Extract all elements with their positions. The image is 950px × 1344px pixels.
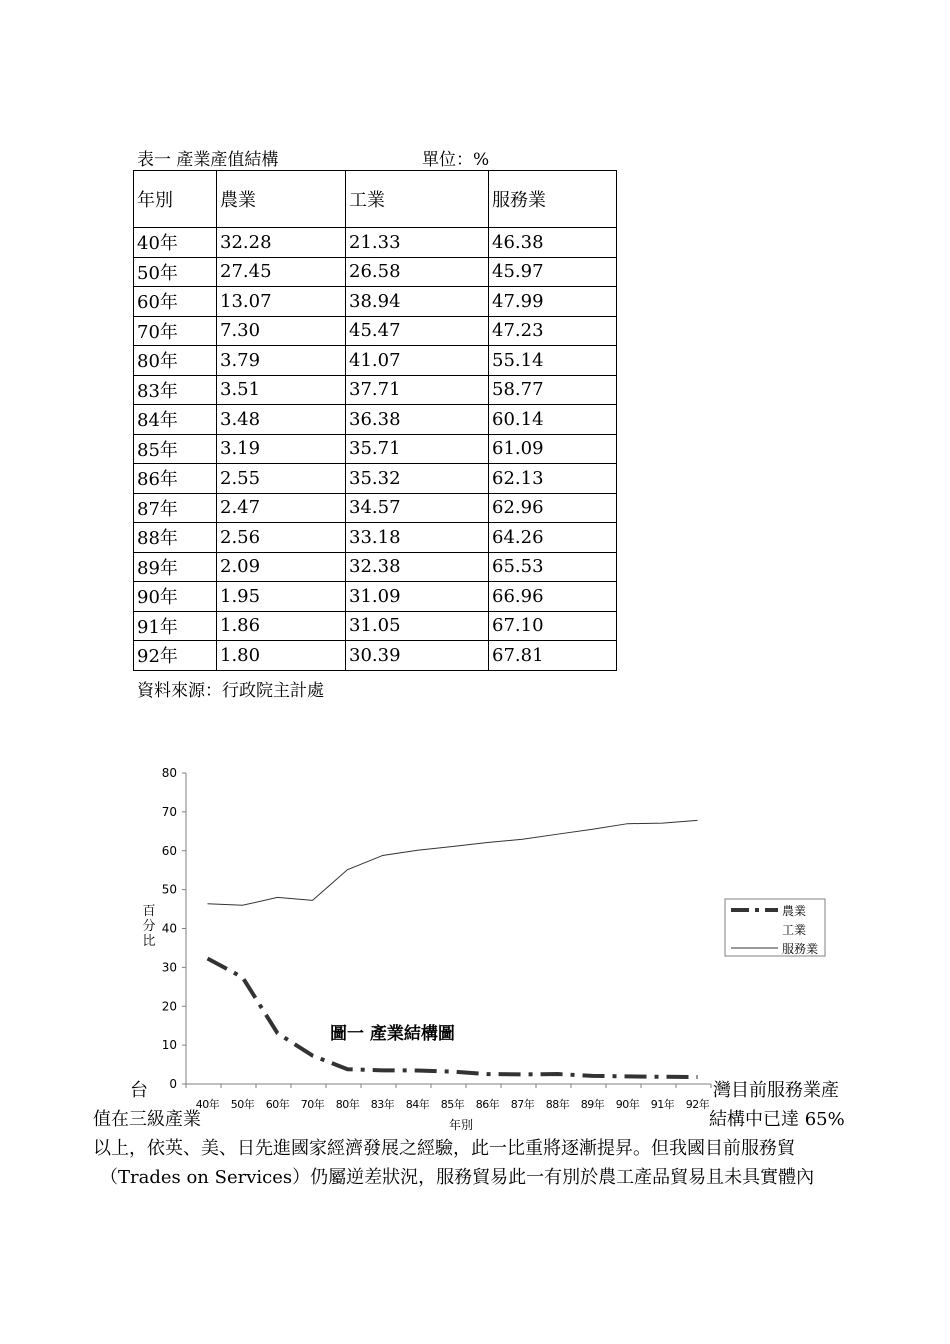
table-row — [134, 464, 617, 494]
table-cell: 84年 — [134, 405, 217, 435]
table-cell: 64.26 — [489, 523, 617, 553]
table-row — [134, 523, 617, 553]
table-cell: 45.97 — [489, 257, 617, 287]
table-header-row — [134, 171, 617, 228]
table-row — [134, 375, 617, 405]
x-tick-label: 90年 — [615, 1098, 640, 1111]
table-cell: 50年 — [134, 257, 217, 287]
x-tick-label: 89年 — [580, 1098, 605, 1111]
x-tick-label: 40年 — [195, 1098, 220, 1111]
table-cell: 47.23 — [489, 316, 617, 346]
table-cell: 7.30 — [217, 316, 346, 346]
table-cell: 41.07 — [346, 346, 489, 376]
table-cell: 62.96 — [489, 493, 617, 523]
table-cell: 60年 — [134, 287, 217, 317]
body-line1-right: 灣目前服務業產 — [713, 1080, 839, 1101]
table-header-cell: 工業 — [346, 171, 489, 228]
table-cell: 1.95 — [217, 582, 346, 612]
body-line4: （Trades on Services）仍屬逆差狀況，服務貿易此一有別於農工產品貿易且未具實體內 — [100, 1167, 815, 1188]
table-cell: 2.09 — [217, 552, 346, 582]
table-cell: 70年 — [134, 316, 217, 346]
y-axis — [142, 766, 186, 1091]
table-cell: 34.57 — [346, 493, 489, 523]
x-tick-label: 92年 — [685, 1098, 710, 1111]
table-cell: 45.47 — [346, 316, 489, 346]
chart-title: 圖一 產業結構圖 — [330, 1024, 455, 1044]
x-tick-label: 80年 — [335, 1098, 360, 1111]
table-cell: 30.39 — [346, 641, 489, 671]
table-cell: 60.14 — [489, 405, 617, 435]
table-cell: 35.71 — [346, 434, 489, 464]
table-cell: 83年 — [134, 375, 217, 405]
y-tick-label: 30 — [161, 960, 177, 975]
x-tick-label: 83年 — [370, 1098, 395, 1111]
x-tick-label: 70年 — [300, 1098, 325, 1111]
table-cell: 33.18 — [346, 523, 489, 553]
legend-label: 農業 — [782, 904, 807, 918]
table-row — [134, 552, 617, 582]
table-header-cell: 農業 — [217, 171, 346, 228]
table-cell: 2.55 — [217, 464, 346, 494]
table-cell: 1.86 — [217, 611, 346, 641]
table-cell: 87年 — [134, 493, 217, 523]
table-cell: 36.38 — [346, 405, 489, 435]
table-row — [134, 405, 617, 435]
table-row — [134, 257, 617, 287]
table-row — [134, 493, 617, 523]
table-cell: 90年 — [134, 582, 217, 612]
table-row — [134, 316, 617, 346]
table-cell: 58.77 — [489, 375, 617, 405]
table-row — [134, 228, 617, 258]
body-line2-left: 值在三級產業 — [93, 1109, 201, 1130]
table-cell: 32.28 — [217, 228, 346, 258]
table-row — [134, 641, 617, 671]
table-cell: 86年 — [134, 464, 217, 494]
table-cell: 1.80 — [217, 641, 346, 671]
table-cell: 2.56 — [217, 523, 346, 553]
x-tick-label: 87年 — [510, 1098, 535, 1111]
x-tick-label: 50年 — [230, 1098, 255, 1111]
y-tick-label: 80 — [161, 766, 177, 780]
x-axis-label: 年別 — [448, 1118, 474, 1132]
table-cell: 13.07 — [217, 287, 346, 317]
y-tick-label: 20 — [161, 999, 177, 1014]
table-caption: 表一 產業產值結構 — [137, 150, 279, 170]
y-tick-label: 70 — [161, 804, 177, 819]
x-tick-label: 91年 — [650, 1098, 675, 1111]
y-tick-label: 10 — [161, 1038, 177, 1053]
table-row — [134, 611, 617, 641]
table-cell: 31.09 — [346, 582, 489, 612]
table-cell: 92年 — [134, 641, 217, 671]
table-unit: 單位：% — [422, 150, 490, 170]
table-cell: 47.99 — [489, 287, 617, 317]
table-cell: 89年 — [134, 552, 217, 582]
table-cell: 80年 — [134, 346, 217, 376]
table-cell: 35.32 — [346, 464, 489, 494]
table-row — [134, 582, 617, 612]
table-cell: 88年 — [134, 523, 217, 553]
table-cell: 66.96 — [489, 582, 617, 612]
legend-label: 服務業 — [782, 942, 819, 956]
x-tick-label: 88年 — [545, 1098, 570, 1111]
x-tick-label: 84年 — [405, 1098, 430, 1111]
table-cell: 21.33 — [346, 228, 489, 258]
table-cell: 61.09 — [489, 434, 617, 464]
industry-output-table — [133, 170, 617, 671]
table-cell: 37.71 — [346, 375, 489, 405]
table-row — [134, 434, 617, 464]
table-cell: 3.79 — [217, 346, 346, 376]
y-tick-label: 40 — [161, 921, 177, 936]
table-cell: 91年 — [134, 611, 217, 641]
body-line2-right: 結構中已達 65% — [709, 1109, 845, 1130]
y-axis-label: 百分比 — [142, 904, 156, 949]
chart-legend — [725, 899, 825, 956]
body-line3: 以上，依英、美、日先進國家經濟發展之經驗，此一比重將逐漸提昇。但我國目前服務貿 — [93, 1138, 795, 1159]
table-cell: 2.47 — [217, 493, 346, 523]
table-cell: 55.14 — [489, 346, 617, 376]
legend-label: 工業 — [782, 923, 807, 937]
x-tick-label: 60年 — [265, 1098, 290, 1111]
table-cell: 65.53 — [489, 552, 617, 582]
table-cell: 3.48 — [217, 405, 346, 435]
table-cell: 85年 — [134, 434, 217, 464]
table-cell: 3.19 — [217, 434, 346, 464]
table-header-cell: 服務業 — [489, 171, 617, 228]
table-cell: 46.38 — [489, 228, 617, 258]
x-axis — [186, 1084, 711, 1132]
table-cell: 67.10 — [489, 611, 617, 641]
table-cell: 40年 — [134, 228, 217, 258]
y-tick-label: 50 — [161, 882, 177, 897]
table-cell: 31.05 — [346, 611, 489, 641]
table-cell: 67.81 — [489, 641, 617, 671]
body-line1-left: 台 — [130, 1080, 148, 1101]
table-cell: 62.13 — [489, 464, 617, 494]
table-cell: 26.58 — [346, 257, 489, 287]
table-row — [134, 346, 617, 376]
table-cell: 27.45 — [217, 257, 346, 287]
table-cell: 38.94 — [346, 287, 489, 317]
y-tick-label: 60 — [161, 843, 177, 858]
y-tick-label: 0 — [169, 1077, 177, 1091]
table-source: 資料來源：行政院主計處 — [137, 681, 324, 701]
x-tick-label: 86年 — [475, 1098, 500, 1111]
table-cell: 32.38 — [346, 552, 489, 582]
series-line-2 — [208, 820, 698, 905]
series-line-0 — [208, 959, 698, 1077]
table-cell: 3.51 — [217, 375, 346, 405]
table-row — [134, 287, 617, 317]
table-header-cell: 年別 — [134, 171, 217, 228]
x-tick-label: 85年 — [440, 1098, 465, 1111]
